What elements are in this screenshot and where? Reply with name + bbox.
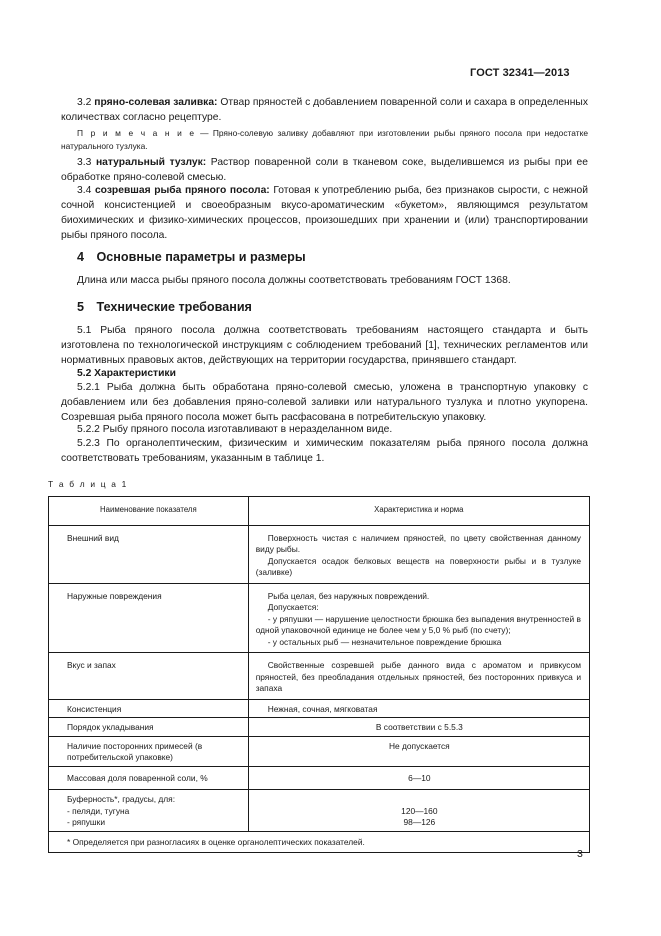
section-5-heading	[77, 300, 252, 314]
section-title: Технические требования	[96, 300, 252, 314]
clause-5-2: 5.2 Характеристики	[77, 368, 176, 379]
table-row	[49, 790, 590, 832]
clause-5-2-2: 5.2.2 Рыбу пряного посола изготавливают в неразделанном виде.	[77, 424, 393, 435]
row-label: Наружные повреждения	[49, 583, 249, 653]
row-label: Порядок укладывания	[49, 718, 249, 737]
clause-3-3	[61, 155, 588, 185]
note-label: П р и м е ч а н и е	[77, 128, 196, 138]
section-number: 4	[77, 250, 85, 264]
row-value	[248, 525, 589, 583]
table-header-row	[49, 497, 590, 526]
section-number: 5	[77, 300, 85, 314]
note-text: — Пряно-солевую заливку добавляют при изготовлении рыбы пряного посола при недостатке натурального тузлука.	[61, 128, 588, 151]
table-row	[49, 583, 590, 653]
value-text: - у остальных рыб — незначительное повреждение брюшка	[267, 636, 502, 647]
definition: Раствор поваренной соли в тканевом соке, выделившемся из рыбы при ее обработке пряно-солевой смесью.	[61, 157, 588, 183]
term: пряно-солевая заливка:	[94, 97, 218, 108]
value-text: 120—160	[401, 805, 438, 816]
table-footnote: * Определяется при разногласиях в оценке органолептических показателей.	[49, 831, 590, 853]
definition: Отвар пряностей с добавлением поваренной соли и сахара в определенных количествах согласно рецептуре.	[61, 97, 588, 123]
row-label: Консистенция	[49, 699, 249, 718]
table-row	[49, 525, 590, 583]
value-text: Свойственные созревшей рыбе данного вида с ароматом и привкусом пряностей, без преобладания отдельных пряностей, без посторонних привкуса и запаха	[255, 660, 581, 693]
term: натуральный тузлук:	[95, 157, 207, 168]
table-footnote-row	[49, 831, 590, 853]
clause-3-4	[61, 183, 588, 243]
column-header-indicator: Наименование показателя	[49, 497, 249, 526]
row-value	[248, 653, 589, 700]
table-caption: Т а б л и ц а 1	[48, 479, 129, 489]
clause-5-2-3: 5.2.3 По органолептическим, физическим и химическим показателям рыба пряного посола должна соответствовать требованиям, указанным в таблице 1.	[61, 438, 588, 464]
row-value	[248, 699, 589, 718]
section-4-heading	[77, 250, 306, 264]
section-title: Основные параметры и размеры	[96, 250, 306, 264]
value-text: - у ряпушки — нарушение целостности брюшка без выпадения внутренностей в одной упаковочной единице не более чем у 5,0 % рыб (по счету);	[255, 613, 581, 635]
row-label	[49, 790, 249, 832]
document-header: ГОСТ 32341—2013	[470, 67, 570, 79]
clause-number: 3.3	[77, 157, 92, 168]
row-value	[248, 790, 589, 832]
row-value: 6—10	[248, 766, 589, 790]
label-text: Буферность*, градусы, для:	[67, 794, 176, 804]
term: созревшая рыба пряного посола:	[94, 185, 270, 196]
label-text: - ряпушки	[67, 817, 105, 827]
value-text: Поверхность чистая с наличием пряностей, по цвету свойственная данному виду рыбы.	[255, 532, 581, 554]
row-label: Массовая доля поваренной соли, %	[49, 766, 249, 790]
value-text: Допускается:	[267, 602, 319, 612]
value-text: Допускается осадок белковых веществ на поверхности рыбы и в тузлуке (заливке)	[255, 555, 581, 577]
row-value	[248, 583, 589, 653]
row-value: Не допускается	[248, 736, 589, 766]
section-4-text: Длина или масса рыбы пряного посола должны соответствовать требованиям ГОСТ 1368.	[77, 275, 511, 286]
clause-5-1: 5.1 Рыба пряного посола должна соответствовать требованиям настоящего стандарта и быть изготовлена по технологической инструкциям с соблюдением требований [1], технических регламентов или нормативных правовых актов, действующих на территории государства, принявшего стандарт.	[61, 325, 588, 366]
definition: Готовая к употреблению рыба, без признаков сырости, с нежной сочной консистенцией и своеобразным вкусо-ароматическим «букетом», являющимся результатом биохимических и физико-химических процессов, произошедших при хранении и (или) транспортировании рыбы пряного посола.	[61, 185, 588, 241]
label-text: - пеляди, тугуна	[67, 805, 130, 816]
value-text: Нежная, сочная, мягковатая	[267, 703, 378, 714]
row-label: Внешний вид	[49, 525, 249, 583]
table-row	[49, 699, 590, 718]
clause-number: 3.4	[77, 185, 92, 196]
table-row	[49, 736, 590, 766]
clause-3-2	[61, 95, 588, 125]
table-1	[48, 496, 590, 853]
value-text: 98—126	[403, 817, 436, 827]
note	[61, 127, 588, 152]
value-text: Рыба целая, без наружных повреждений.	[267, 590, 430, 601]
row-value: В соответствии с 5.5.3	[248, 718, 589, 737]
column-header-norm: Характеристика и норма	[248, 497, 589, 526]
clause-5-2-1: 5.2.1 Рыба должна быть обработана пряно-солевой смесью, уложена в транспортную упаковку с добавлением или без добавления пряно-солевой заливки или натурального тузлука и плотно укупорена. Созревшая рыба пряного посола может быть расфасована в потребительскую упаковку.	[61, 382, 588, 423]
row-label: Вкус и запах	[49, 653, 249, 700]
row-label: Наличие посторонних примесей (в потребительской упаковке)	[49, 736, 249, 766]
table-row	[49, 766, 590, 790]
table-row	[49, 718, 590, 737]
clause-number: 3.2	[77, 97, 92, 108]
page-number: 3	[577, 848, 583, 860]
table-row	[49, 653, 590, 700]
